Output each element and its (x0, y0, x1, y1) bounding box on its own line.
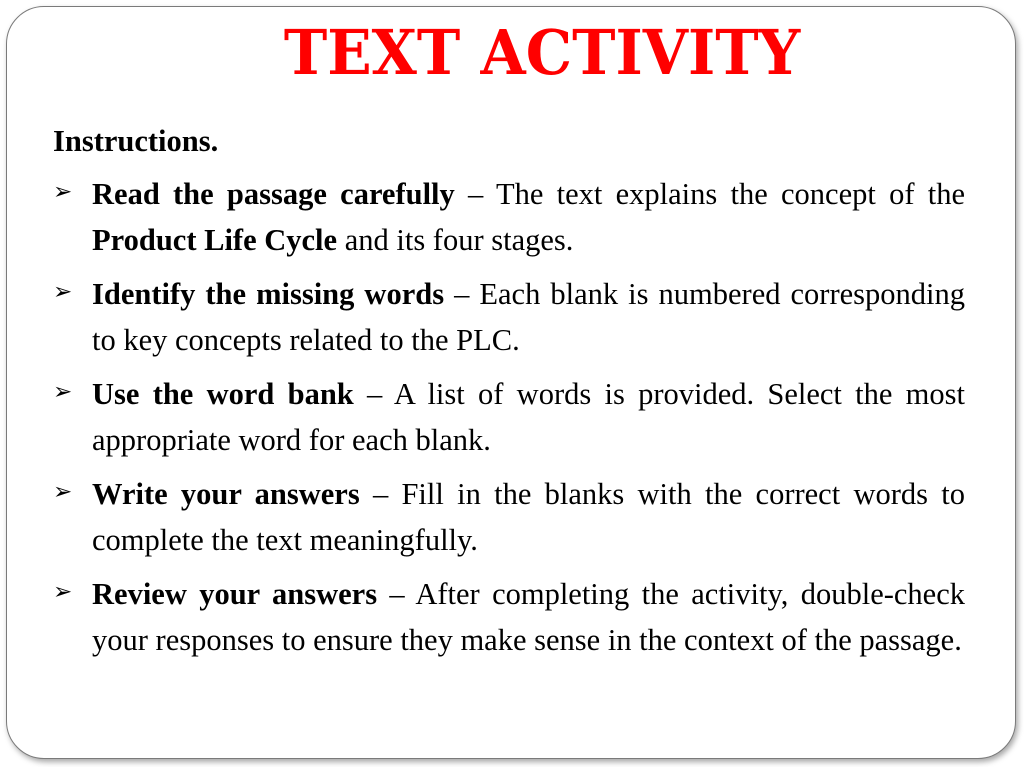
item-lead: Review your answers (92, 577, 378, 611)
list-item (53, 571, 965, 663)
arrow-bullet-icon: ➢ (53, 379, 73, 405)
slide-title: TEXT ACTIVITY (283, 16, 801, 89)
item-text: – Fill in the blanks with the correct words to complete the text meaningfully. (92, 477, 965, 557)
instructions-heading: Instructions. (53, 124, 219, 158)
item-text: – Each blank is numbered corresponding to key concepts related to the PLC. (92, 277, 966, 357)
arrow-bullet-icon: ➢ (53, 279, 73, 305)
list-item (53, 371, 965, 463)
item-text-after: and its four stages. (337, 223, 574, 257)
arrow-bullet-icon: ➢ (53, 479, 73, 505)
list-item (53, 471, 965, 563)
arrow-bullet-icon: ➢ (53, 579, 73, 605)
list-item (53, 271, 965, 363)
item-lead: Read the passage carefully (92, 177, 455, 211)
arrow-bullet-icon: ➢ (53, 179, 73, 205)
item-text: – The text explains the concept of the (454, 177, 965, 211)
item-text: – After completing the activity, double-check your responses to ensure they make sense in the context of the passage. (92, 577, 966, 657)
instructions-list (53, 171, 965, 663)
item-lead: Write your answers (92, 477, 360, 511)
item-emphasis: Product Life Cycle (92, 223, 338, 257)
list-item (53, 171, 965, 263)
slide-content (53, 118, 965, 671)
item-text: – A list of words is provided. Select the most appropriate word for each blank. (92, 377, 965, 457)
item-lead: Use the word bank (92, 377, 354, 411)
item-lead: Identify the missing words (92, 277, 445, 311)
